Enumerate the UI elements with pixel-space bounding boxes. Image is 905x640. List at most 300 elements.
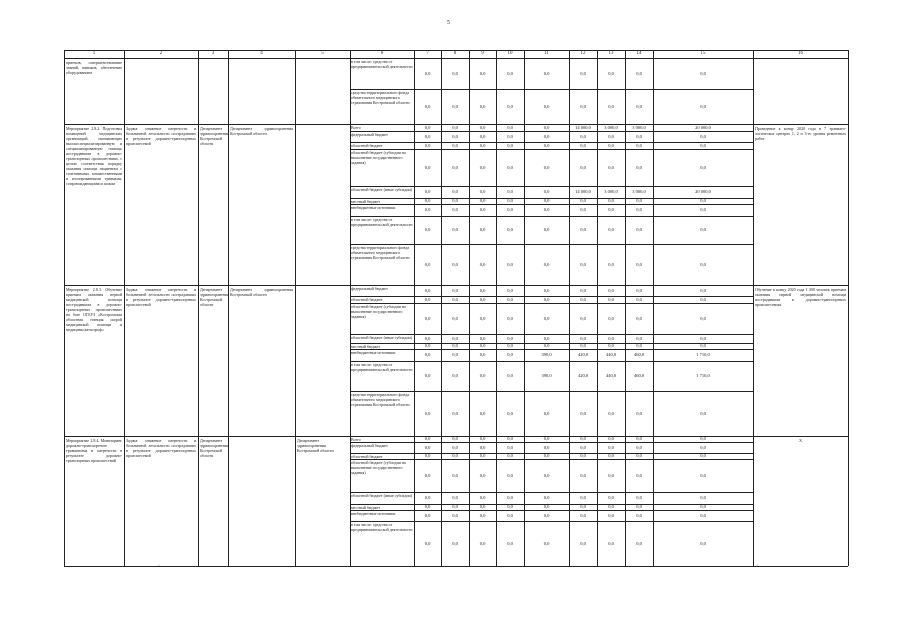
block-1-row-4-value-6: 14 000,0 xyxy=(575,189,591,194)
block-3-row-0-value-3: 0,0 xyxy=(479,436,486,441)
block-3-row-1-value-7: 0,0 xyxy=(608,444,614,450)
block-3-row-7-value-1: 0,0 xyxy=(424,540,431,546)
block-2-row-4-value-8: 0,0 xyxy=(636,343,642,348)
block-1-row-2-value-6: 0,0 xyxy=(580,142,586,148)
block-1-row-4-value-7: 3 000,0 xyxy=(604,189,618,194)
block-2-row-2-value-5: 0,0 xyxy=(543,315,550,321)
block-2-row-6-value-3: 0,0 xyxy=(479,373,486,378)
block-1-row-8-value-8: 0,0 xyxy=(636,261,642,267)
header-column-11: 11 xyxy=(544,51,549,56)
block-1-row-5-value-1: 0,0 xyxy=(424,198,431,203)
block-3-partner: Департамент здравоохранения Костромской области xyxy=(297,438,334,453)
block-1-row-3-value-4: 0,0 xyxy=(507,164,513,170)
block-3-event: Мероприятие 2.8.4. Мониторинг дорожно-транспортного травматизма и смертности в результате дорожно-транспортных происшествий xyxy=(66,438,122,463)
block-2-row-1-value-7: 0,0 xyxy=(608,296,614,302)
block-1-row-4-value-8: 3 000,0 xyxy=(632,189,646,194)
block-2-row-6-source: в том числе: средства от предпринимательской деятельности xyxy=(351,362,413,372)
block-1-row-5-value-2: 0,0 xyxy=(452,198,458,203)
block-3-row-4-value-8: 0,0 xyxy=(636,495,642,500)
block-2-row-1-value-9: 0,0 xyxy=(700,296,706,302)
block-0-row-0-value-6: 0,0 xyxy=(580,70,586,76)
block-2-row-2-source: областной бюджет (субсидии на выполнение государственного задания) xyxy=(351,304,406,319)
block-2-row-7-value-3: 0,0 xyxy=(479,410,486,416)
block-1-participant: Департамент здравоохранения Костромской области xyxy=(230,126,293,136)
block-3-row-5-source: местный бюджет xyxy=(351,505,380,510)
block-2-row-5-value-1: 0,0 xyxy=(424,352,431,357)
block-2-row-3-value-4: 0,0 xyxy=(507,335,513,341)
block-1-row-7-value-3: 0,0 xyxy=(479,227,486,232)
block-1-note: Проведение к концу 2020 года в 7 травмато-логических центрах 1, 2 и 3-го уровня ремонтных работ xyxy=(755,126,846,141)
block-2-row-0-value-1: 0,0 xyxy=(424,287,431,293)
column-border-1 xyxy=(124,50,125,566)
block-2-row-6-value-5: 390,0 xyxy=(541,373,552,378)
block-3-row-3-value-7: 0,0 xyxy=(608,472,614,478)
block-3-row-2-value-9: 0,0 xyxy=(700,453,706,458)
block-3-row-3-value-3: 0,0 xyxy=(479,472,486,478)
block-2-row-4-value-7: 0,0 xyxy=(608,343,614,348)
block-3-row-4-value-4: 0,0 xyxy=(507,495,513,500)
block-3-row-3-value-1: 0,0 xyxy=(424,472,431,478)
block-3-row-2-value-2: 0,0 xyxy=(452,453,458,458)
block-3-row-3-source: областной бюджет (субсидии на выполнение государственного задания) xyxy=(351,460,406,475)
block-1-row-7-value-1: 0,0 xyxy=(424,227,431,232)
block-2-row-2-value-3: 0,0 xyxy=(479,315,486,321)
block-1-row-1-value-7: 0,0 xyxy=(608,133,614,139)
block-2-row-2-value-6: 0,0 xyxy=(580,315,586,321)
block-1-row-2-value-8: 0,0 xyxy=(636,142,642,148)
block-2-row-7-value-2: 0,0 xyxy=(452,410,458,416)
header-column-2: 2 xyxy=(159,51,163,56)
block-1-row-2-value-1: 0,0 xyxy=(424,142,431,148)
block-2-row-7-source: средства территориального фонда обязательного медицинского страхования Костромской области xyxy=(351,392,410,407)
block-2-row-0-value-9: 0,0 xyxy=(700,287,706,293)
header-column-3: 3 xyxy=(211,51,215,56)
block-1-task: Задача: снижение смертности и больничной летальности пострадавших в результате дорожно-транспортных происшествий xyxy=(126,126,196,146)
block-3-row-5-value-6: 0,0 xyxy=(580,504,586,509)
block-2-row-3-value-1: 0,0 xyxy=(424,335,431,341)
block-3-row-4-value-6: 0,0 xyxy=(580,495,586,500)
block-0-row-1-source: средства территориального фонда обязательного медицинского страхования Костромской области xyxy=(351,90,410,105)
block-2-row-3-value-3: 0,0 xyxy=(479,335,486,341)
block-3-row-7-value-3: 0,0 xyxy=(479,540,486,546)
block-3-row-6-source: внебюджетные источники xyxy=(351,511,396,516)
block-2-row-4-value-5: 0,0 xyxy=(543,343,550,348)
block-1-row-2-value-9: 0,0 xyxy=(700,142,706,148)
block-1-row-0-value-2: 0,0 xyxy=(452,124,458,130)
block-1-row-6-value-6: 0,0 xyxy=(580,207,586,212)
block-3-row-1-value-2: 0,0 xyxy=(452,444,458,450)
block-3-row-6-value-4: 0,0 xyxy=(507,512,513,518)
block-0-row-1-value-2: 0,0 xyxy=(452,103,458,109)
block-2-row-3-value-8: 0,0 xyxy=(636,335,642,341)
block-1-executor: Департамент здравоохранения Костромской области xyxy=(200,126,229,146)
block-2-row-2-value-9: 0,0 xyxy=(700,315,706,321)
block-1-row-6-value-4: 0,0 xyxy=(507,207,513,212)
block-2-row-1-value-5: 0,0 xyxy=(543,296,550,302)
block-2-row-1-value-4: 0,0 xyxy=(507,296,513,302)
block-1-row-1-value-5: 0,0 xyxy=(543,133,550,139)
block-2-executor: Департамент здравоохранения Костромской области xyxy=(200,287,229,307)
block-2-row-5-value-5: 390,0 xyxy=(541,352,552,357)
block-3-row-6-value-2: 0,0 xyxy=(452,512,458,518)
block-0-row-1-value-5: 0,0 xyxy=(543,103,550,109)
block-1-row-8-source: средства территориального фонда обязательного медицинского страхования Костромской области xyxy=(351,245,410,260)
block-2-row-4-value-4: 0,0 xyxy=(507,343,513,348)
block-1-row-6-value-8: 0,0 xyxy=(636,207,642,212)
block-3-row-5-value-8: 0,0 xyxy=(636,504,642,509)
block-3-row-3-value-5: 0,0 xyxy=(543,472,550,478)
block-2-row-3-source: областной бюджет (иные субсидии) xyxy=(351,335,412,340)
block-2-row-7-value-9: 0,0 xyxy=(700,410,706,416)
block-2-row-4-value-6: 0,0 xyxy=(580,343,586,348)
block-1-row-0-value-8: 3 000,0 xyxy=(632,124,646,130)
block-2-row-7-value-7: 0,0 xyxy=(608,410,614,416)
block-1-row-7-value-5: 0,0 xyxy=(543,227,550,232)
block-2-row-0-value-4: 0,0 xyxy=(507,287,513,293)
block-3-row-6-value-7: 0,0 xyxy=(608,512,614,518)
block-3-note: X xyxy=(799,438,802,443)
block-1-row-6-value-9: 0,0 xyxy=(700,207,706,212)
block-1-row-5-value-4: 0,0 xyxy=(507,198,513,203)
block-2-row-1-value-3: 0,0 xyxy=(479,296,486,302)
block-3-row-1-value-5: 0,0 xyxy=(543,444,550,450)
footer-mark-left: · xyxy=(158,563,160,569)
column-border-4 xyxy=(295,50,296,566)
block-2-row-6-value-8: 460,0 xyxy=(633,373,645,378)
block-2-row-3-value-7: 0,0 xyxy=(608,335,614,341)
block-1-row-4-value-2: 0,0 xyxy=(452,189,458,194)
block-2-event: Мероприятие 2.8.3. Обучение приемам оказания первой медицинской помощи пострадавшим в дорожно-транспортных происшествиях на базе ОГБУЗ «Костромская областная станция скорой медицинской помощи и медицины катастроф» xyxy=(66,287,122,332)
block-1-row-8-value-9: 0,0 xyxy=(700,261,706,267)
block-3-row-0-source: Всего xyxy=(351,437,361,442)
block-1-row-4-value-3: 0,0 xyxy=(479,189,486,194)
header-column-10: 10 xyxy=(507,51,513,56)
block-2-row-7-value-4: 0,0 xyxy=(507,410,513,416)
block-2-row-3-value-2: 0,0 xyxy=(452,335,458,341)
block-1-row-7-value-6: 0,0 xyxy=(580,227,586,232)
block-1-row-1-value-2: 0,0 xyxy=(452,133,458,139)
block-1-row-1-value-4: 0,0 xyxy=(507,133,513,139)
block-0-row-1-value-6: 0,0 xyxy=(580,103,586,109)
block-0-row-1-value-4: 0,0 xyxy=(507,103,513,109)
block-1-row-2-value-7: 0,0 xyxy=(608,142,614,148)
block-2-row-0-value-5: 0,0 xyxy=(543,287,550,293)
block-1-row-1-value-9: 0,0 xyxy=(700,133,706,139)
block-0-event: приемов, совершенствование знаний, навыков, обеспечение оборудованием xyxy=(66,60,122,75)
block-1-row-5-value-6: 0,0 xyxy=(580,198,586,203)
block-1-row-0-value-7: 3 000,0 xyxy=(604,124,618,130)
header-column-6: 6 xyxy=(380,51,384,56)
block-1-row-8-value-7: 0,0 xyxy=(608,261,614,267)
block-3-row-0-value-9: 0,0 xyxy=(700,436,706,441)
block-1-row-8-value-2: 0,0 xyxy=(452,261,458,267)
block-1-row-8-value-5: 0,0 xyxy=(543,261,550,267)
block-2-row-1-value-2: 0,0 xyxy=(452,296,458,302)
block-1-row-1-value-3: 0,0 xyxy=(479,133,486,139)
block-0-row-0-value-5: 0,0 xyxy=(543,70,550,76)
block-0-row-1-value-1: 0,0 xyxy=(424,103,431,109)
block-1-row-2-value-2: 0,0 xyxy=(452,142,458,148)
block-3-row-6-value-5: 0,0 xyxy=(543,512,550,518)
block-1-row-0-value-1: 0,0 xyxy=(424,124,431,130)
block-1-row-0-value-4: 0,0 xyxy=(507,124,513,130)
block-3-row-1-value-6: 0,0 xyxy=(580,444,586,450)
block-3-row-4-value-7: 0,0 xyxy=(608,495,614,500)
block-2-row-5-source: внебюджетные источники xyxy=(351,350,396,355)
block-3-row-7-value-6: 0,0 xyxy=(580,540,586,546)
block-1-row-1-value-8: 0,0 xyxy=(636,133,642,139)
block-2-row-4-value-2: 0,0 xyxy=(452,343,458,348)
block-2-row-2-value-1: 0,0 xyxy=(424,315,431,321)
header-column-14: 14 xyxy=(636,51,642,56)
block-3-row-1-value-9: 0,0 xyxy=(700,444,706,450)
block-1-row-2-source: областной бюджет xyxy=(351,143,383,148)
block-3-row-4-value-2: 0,0 xyxy=(452,495,458,500)
block-1-row-7-value-9: 0,0 xyxy=(700,227,706,232)
block-2-row-1-value-1: 0,0 xyxy=(424,296,431,302)
block-3-row-7-value-4: 0,0 xyxy=(507,540,513,546)
block-1-row-6-value-7: 0,0 xyxy=(608,207,614,212)
block-0-row-0-value-8: 0,0 xyxy=(636,70,642,76)
block-3-row-6-value-3: 0,0 xyxy=(479,512,486,518)
block-2-row-5-value-8: 460,0 xyxy=(633,352,645,357)
block-3-row-5-value-9: 0,0 xyxy=(700,504,706,509)
block-3-row-1-value-3: 0,0 xyxy=(479,444,486,450)
block-3-row-6-value-6: 0,0 xyxy=(580,512,586,518)
block-1-row-5-value-7: 0,0 xyxy=(608,198,614,203)
block-3-row-5-value-5: 0,0 xyxy=(543,504,550,509)
block-3-row-5-value-3: 0,0 xyxy=(479,504,486,509)
block-3-row-3-value-6: 0,0 xyxy=(580,472,586,478)
block-1-row-3-value-8: 0,0 xyxy=(636,164,642,170)
block-2-row-5-value-4: 0,0 xyxy=(507,352,513,357)
block-1-row-4-value-5: 0,0 xyxy=(543,189,550,194)
block-1-row-2-value-5: 0,0 xyxy=(543,142,550,148)
header-column-4: 4 xyxy=(260,51,263,56)
header-bottom-border xyxy=(64,58,848,59)
block-2-row-6-value-6: 420,0 xyxy=(577,373,589,378)
block-2-row-7-value-5: 0,0 xyxy=(543,410,550,416)
block-2-row-2-value-4: 0,0 xyxy=(507,315,513,321)
block-1-row-6-value-2: 0,0 xyxy=(452,207,458,212)
block-2-row-3-value-5: 0,0 xyxy=(543,335,550,341)
block-2-row-1-source: областной бюджет xyxy=(351,297,383,302)
block-1-row-7-value-4: 0,0 xyxy=(507,227,513,232)
block-1-row-4-value-1: 0,0 xyxy=(424,189,431,194)
block-1-row-2-value-4: 0,0 xyxy=(507,142,513,148)
block-1-row-4-value-4: 0,0 xyxy=(507,189,513,194)
block-3-row-2-value-8: 0,0 xyxy=(636,453,642,458)
block-3-row-2-source: областной бюджет xyxy=(351,454,383,459)
header-column-9: 9 xyxy=(481,51,484,56)
block-3-row-5-value-2: 0,0 xyxy=(452,504,458,509)
block-3-row-4-value-9: 0,0 xyxy=(700,495,706,500)
block-1-row-1-value-1: 0,0 xyxy=(424,133,431,139)
block-2-row-7-value-8: 0,0 xyxy=(636,410,642,416)
block-1-row-6-value-1: 0,0 xyxy=(424,207,431,212)
block-2-row-3-value-6: 0,0 xyxy=(580,335,586,341)
block-3-row-0-value-1: 0,0 xyxy=(424,436,431,441)
footer-mark-right: · xyxy=(756,563,758,569)
header-column-5: 5 xyxy=(321,51,324,56)
block-1-row-4-value-9: 20 000,0 xyxy=(695,189,711,194)
block-2-row-3-value-9: 0,0 xyxy=(700,335,706,341)
block-2-note: Обучение к концу 2020 года 1 300 человек приемам оказания первой медицинской помощи пострадавшим в дорожно-транспортных происшествиях xyxy=(755,287,846,307)
block-2-row-5-value-7: 440,0 xyxy=(605,352,617,357)
block-3-row-5-value-7: 0,0 xyxy=(608,504,614,509)
block-3-row-4-value-1: 0,0 xyxy=(424,495,431,500)
header-column-15: 15 xyxy=(700,51,706,56)
column-border-15 xyxy=(753,50,754,566)
block-2-row-2-value-8: 0,0 xyxy=(636,315,642,321)
block-3-row-7-value-8: 0,0 xyxy=(636,540,642,546)
block-0-row-0-value-4: 0,0 xyxy=(507,70,513,76)
block-1-row-7-value-2: 0,0 xyxy=(452,227,458,232)
block-2-row-7-value-1: 0,0 xyxy=(424,410,431,416)
block-0-row-1-value-8: 0,0 xyxy=(636,103,642,109)
block-1-row-1-source: федеральный бюджет xyxy=(351,132,388,137)
block-3-row-2-value-5: 0,0 xyxy=(543,453,550,458)
block-1-row-1-value-6: 0,0 xyxy=(580,133,586,139)
block-1-row-0-value-3: 0,0 xyxy=(479,124,486,130)
column-border-2 xyxy=(198,50,199,566)
block-border-1 xyxy=(64,285,848,286)
block-2-row-6-value-1: 0,0 xyxy=(424,373,431,378)
block-3-row-6-value-9: 0,0 xyxy=(700,512,706,518)
block-2-row-5-value-3: 0,0 xyxy=(479,352,486,357)
block-3-row-2-value-4: 0,0 xyxy=(507,453,513,458)
header-column-1: 1 xyxy=(92,51,96,56)
block-2-participant: Департамент здравоохранения Костромской области xyxy=(230,287,293,297)
header-column-13: 13 xyxy=(608,51,614,56)
block-0-row-0-source: в том числе: средства от предпринимательской деятельности xyxy=(351,59,413,69)
block-3-row-3-value-8: 0,0 xyxy=(636,472,642,478)
block-1-row-3-value-7: 0,0 xyxy=(608,164,614,170)
block-3-row-7-value-7: 0,0 xyxy=(608,540,614,546)
block-1-row-7-value-8: 0,0 xyxy=(636,227,642,232)
block-3-row-4-source: областной бюджет (иные субсидии) xyxy=(351,493,412,498)
block-1-row-5-value-5: 0,0 xyxy=(543,198,550,203)
block-3-row-0-value-5: 0,0 xyxy=(543,436,550,441)
block-3-row-0-value-6: 0,0 xyxy=(580,436,586,441)
block-1-row-3-value-9: 0,0 xyxy=(700,164,706,170)
block-1-row-3-source: областной бюджет (субсидии на выполнение государственного задания) xyxy=(351,150,406,165)
block-1-row-3-value-6: 0,0 xyxy=(580,164,586,170)
block-1-row-4-source: областной бюджет (иные субсидии) xyxy=(351,187,412,192)
block-1-row-5-source: местный бюджет xyxy=(351,199,380,204)
block-2-row-4-source: местный бюджет xyxy=(351,344,380,349)
block-3-row-4-value-3: 0,0 xyxy=(479,495,486,500)
block-1-row-3-value-5: 0,0 xyxy=(543,164,550,170)
block-3-row-0-value-2: 0,0 xyxy=(452,436,458,441)
block-3-row-7-source: в том числе: средства от предпринимательской деятельности xyxy=(351,522,413,532)
block-1-row-7-value-7: 0,0 xyxy=(608,227,614,232)
block-3-row-7-value-5: 0,0 xyxy=(543,540,550,546)
block-3-row-6-value-8: 0,0 xyxy=(636,512,642,518)
block-3-task: Задача: снижение смертности и больничной летальности пострадавших в результате дорожно-транспортных происшествий xyxy=(126,438,196,458)
block-1-row-8-value-4: 0,0 xyxy=(507,261,513,267)
block-1-row-6-value-3: 0,0 xyxy=(479,207,486,212)
block-1-row-8-value-1: 0,0 xyxy=(424,261,431,267)
block-3-row-7-value-2: 0,0 xyxy=(452,540,458,546)
block-1-row-2-value-3: 0,0 xyxy=(479,142,486,148)
block-2-row-0-value-3: 0,0 xyxy=(479,287,486,293)
block-2-row-6-value-7: 440,0 xyxy=(605,373,617,378)
header-column-16: 16 xyxy=(798,51,803,56)
block-2-row-0-source: федеральный бюджет xyxy=(351,286,388,291)
block-0-row-1-value-3: 0,0 xyxy=(479,103,486,109)
block-3-row-5-value-4: 0,0 xyxy=(507,504,513,509)
block-2-row-6-value-2: 0,0 xyxy=(452,373,458,378)
block-2-row-4-value-1: 0,0 xyxy=(424,343,431,348)
page-number: 5 xyxy=(447,20,450,26)
block-2-row-1-value-8: 0,0 xyxy=(636,296,642,302)
column-border-3 xyxy=(228,50,229,566)
block-1-row-0-value-9: 20 000,0 xyxy=(695,124,711,130)
block-3-executor: Департамент здравоохранения Костромской области xyxy=(200,438,229,458)
block-3-row-6-value-1: 0,0 xyxy=(424,512,431,518)
block-2-row-5-value-2: 0,0 xyxy=(452,352,458,357)
block-2-row-1-value-6: 0,0 xyxy=(580,296,586,302)
block-1-row-5-value-9: 0,0 xyxy=(700,198,706,203)
block-1-row-3-value-3: 0,0 xyxy=(479,164,486,170)
block-1-row-5-value-3: 0,0 xyxy=(479,198,486,203)
block-3-row-1-value-4: 0,0 xyxy=(507,444,513,450)
block-3-row-4-value-5: 0,0 xyxy=(543,495,550,500)
block-2-task: Задача: снижение смертности и больничной летальности пострадавших в результате дорожно-транспортных происшествий xyxy=(126,287,196,307)
block-3-row-2-value-6: 0,0 xyxy=(580,453,586,458)
block-2-row-4-value-3: 0,0 xyxy=(479,343,486,348)
block-3-row-0-value-7: 0,0 xyxy=(608,436,614,441)
block-3-row-1-value-1: 0,0 xyxy=(424,444,431,450)
block-2-row-0-value-7: 0,0 xyxy=(608,287,614,293)
block-2-row-6-value-9: 1 710,0 xyxy=(696,373,710,378)
block-3-row-2-value-1: 0,0 xyxy=(424,453,431,458)
block-3-row-5-value-1: 0,0 xyxy=(424,504,431,509)
block-0-row-0-value-9: 0,0 xyxy=(700,70,706,76)
block-0-row-1-value-9: 0,0 xyxy=(700,103,706,109)
block-3-row-3-value-4: 0,0 xyxy=(507,472,513,478)
block-2-row-7-value-6: 0,0 xyxy=(580,410,586,416)
block-1-row-3-value-1: 0,0 xyxy=(424,164,431,170)
block-1-row-0-value-5: 0,0 xyxy=(543,124,550,130)
block-3-row-2-value-3: 0,0 xyxy=(479,453,486,458)
block-3-row-1-source: федеральный бюджет xyxy=(351,443,388,448)
block-border-3 xyxy=(64,566,848,567)
block-3-row-1-value-8: 0,0 xyxy=(636,444,642,450)
block-1-row-6-value-5: 0,0 xyxy=(543,207,550,212)
header-column-8: 8 xyxy=(453,51,457,56)
block-2-row-5-value-9: 1 710,0 xyxy=(696,352,710,357)
block-3-row-0-value-4: 0,0 xyxy=(507,436,513,441)
block-0-row-0-value-2: 0,0 xyxy=(452,70,458,76)
block-0-row-0-value-7: 0,0 xyxy=(608,70,614,76)
block-1-row-7-source: в том числе: средства от предпринимательской деятельности xyxy=(351,217,413,227)
block-0-row-0-value-3: 0,0 xyxy=(479,70,486,76)
block-1-row-3-value-2: 0,0 xyxy=(452,164,458,170)
block-3-row-3-value-9: 0,0 xyxy=(700,472,706,478)
block-3-row-7-value-9: 0,0 xyxy=(700,540,706,546)
block-2-row-0-value-2: 0,0 xyxy=(452,287,458,293)
block-1-row-6-source: внебюджетные источники xyxy=(351,205,396,210)
block-2-row-6-value-4: 0,0 xyxy=(507,373,513,378)
block-2-row-2-value-7: 0,0 xyxy=(608,315,614,321)
header-column-12: 12 xyxy=(580,51,586,56)
block-1-row-8-value-6: 0,0 xyxy=(580,261,586,267)
block-1-event: Мероприятие 2.8.2. Подготовка помещений медицинских организаций, оказывающих высокоспециализированную и специализированную помощь пострадавшим в дорожно-транспортных происшествиях, с целью соответствия порядку оказания помощи пациентам с сочетанными, множественными и изолированными травмами, сопровождающимися шоком xyxy=(66,126,122,186)
block-2-row-0-value-8: 0,0 xyxy=(636,287,642,293)
block-1-row-8-value-3: 0,0 xyxy=(479,261,486,267)
